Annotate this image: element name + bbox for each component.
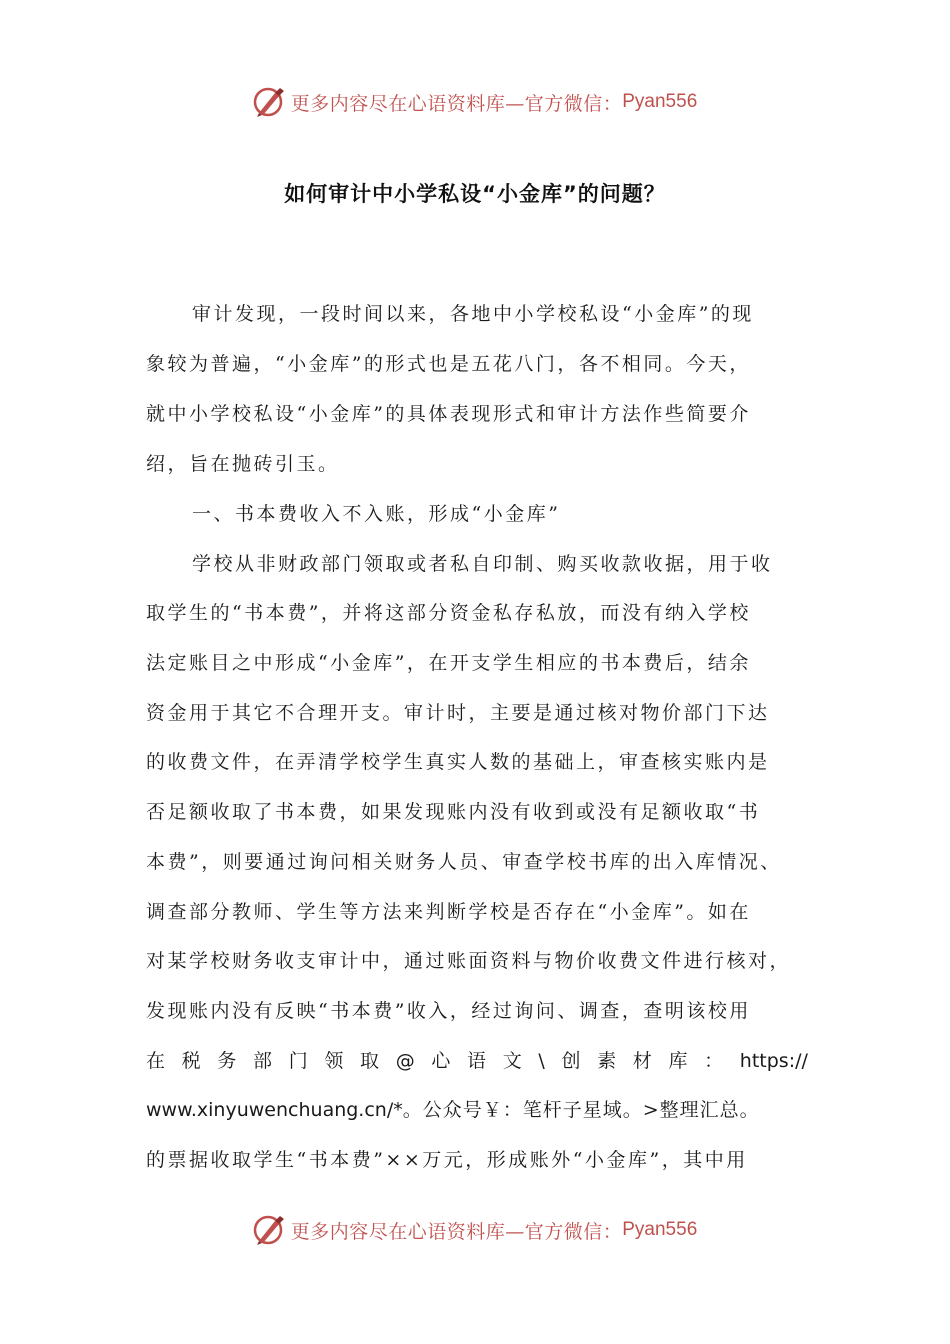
banner-text: 更多内容尽在心语资料库—官方微信： — [290, 1220, 623, 1243]
footer-banner — [0, 1210, 950, 1250]
body-line: 绍，旨在抛砖引玉。 — [146, 453, 340, 475]
body-line: 的票据收取学生“书本费”××万元，形成账外“小金库”，其中用 — [146, 1149, 748, 1171]
pen-logo-icon — [253, 1213, 287, 1247]
body-line: 发现账内没有反映“书本费”收入，经过询问、调查，查明该校用 — [146, 1000, 751, 1022]
header-banner — [0, 82, 950, 122]
url-line-rest: 。公众号￥：笔杆子星域。>整理汇总。 — [402, 1099, 760, 1121]
document-title: 如何审计中小学私设“小金库”的问题？ — [284, 182, 666, 206]
body-line: 审计发现，一段时间以来，各地中小学校私设“小金库”的现 — [192, 303, 754, 325]
url-text: www.xinyuwenchuang.cn/* — [146, 1099, 403, 1121]
url-body-line — [146, 1098, 826, 1122]
body-line: 就中小学校私设“小金库”的具体表现形式和审计方法作些简要介 — [146, 403, 751, 425]
body-line: 调查部分教师、学生等方法来判断学校是否存在“小金库”。如在 — [146, 901, 751, 923]
pen-logo-icon — [253, 85, 287, 119]
body-line: 取学生的“书本费”，并将这部分资金私存私放，而没有纳入学校 — [146, 602, 751, 624]
body-line: 对某学校财务收支审计中，通过账面资料与物价收费文件进行核对， — [146, 950, 792, 972]
section-heading: 一、书本费收入不入账，形成“小金库” — [192, 503, 561, 525]
body-line: 学校从非财政部门领取或者私自印制、购买收款收据，用于收 — [192, 553, 773, 575]
body-line: 象较为普遍，“小金库”的形式也是五花八门，各不相同。今天， — [146, 353, 751, 375]
spread-body-line: 在 税 务 部 门 领 取 @ 心 语 文 \ 创 素 材 库 ： https:// — [146, 1050, 808, 1072]
banner-wechat-id: Pyan556 — [622, 1219, 698, 1240]
body-line: 资金用于其它不合理开支。审计时，主要是通过核对物价部门下达 — [146, 702, 770, 724]
body-line: 的收费文件，在弄清学校学生真实人数的基础上，审查核实账内是 — [146, 751, 770, 773]
banner-wechat-id: Pyan556 — [622, 91, 698, 112]
body-line: 否足额收取了书本费，如果发现账内没有收到或没有足额收取“书 — [146, 801, 761, 823]
body-line: 本费”，则要通过询问相关财务人员、审查学校书库的出入库情况、 — [146, 851, 782, 873]
banner-text: 更多内容尽在心语资料库—官方微信： — [290, 92, 623, 115]
body-line: 法定账目之中形成“小金库”，在开支学生相应的书本费后，结余 — [146, 652, 751, 674]
